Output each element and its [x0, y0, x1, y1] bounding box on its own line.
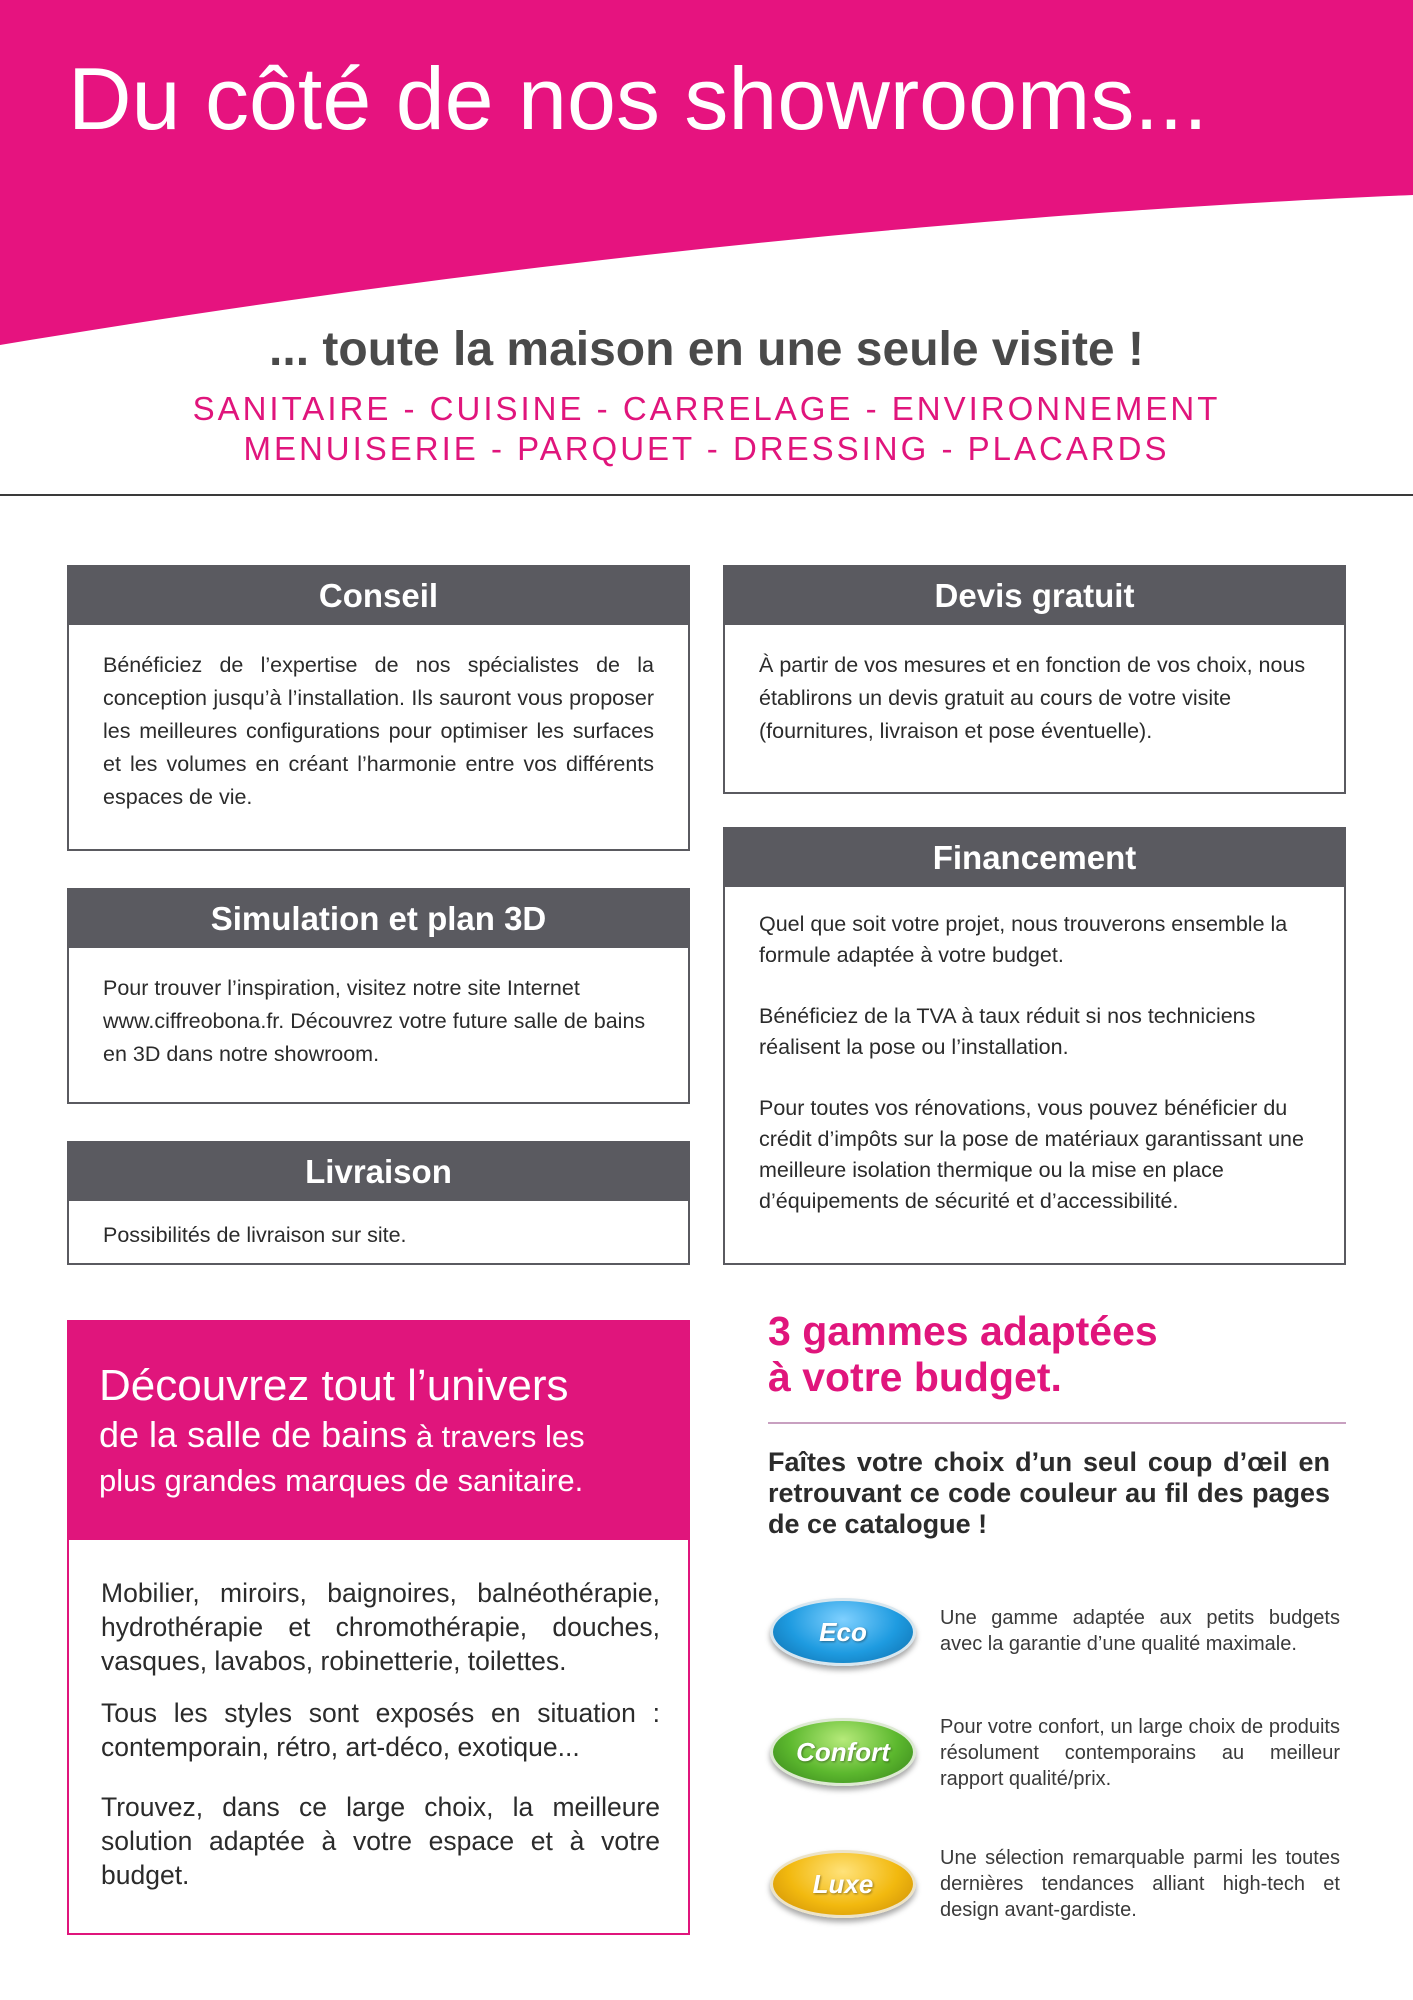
card-conseil-text: Bénéficiez de l’expertise de nos spécialistes de la conception jusqu’à l’installation. Ils sauront vous proposer les meilleures configurations pour optimiser les surfaces et les volumes en créant l’harmonie entre vos différents espaces de vie.: [103, 653, 654, 809]
promo-paragraph: Trouvez, dans ce large choix, la meilleure solution adaptée à votre espace et à votre budget.: [101, 1792, 660, 1890]
card-financement-title: Financement: [725, 829, 1344, 887]
categories-line-1: SANITAIRE - CUISINE - CARRELAGE - ENVIRONNEMENT: [192, 390, 1221, 427]
card-simulation-text: Pour trouver l’inspiration, visitez notre site Internet www.ciffreobona.fr. Découvrez votre future salle de bains en 3D dans notre showroom.: [103, 976, 646, 1066]
section-divider: [0, 494, 1413, 496]
ranges-title: [768, 1308, 1158, 1400]
eco-badge-icon: Eco: [770, 1598, 916, 1666]
page-title: Du côté de nos showrooms...: [68, 49, 1208, 148]
card-devis: [723, 565, 1346, 794]
luxe-badge-icon: Luxe: [770, 1850, 916, 1918]
promo-body: [69, 1540, 688, 1892]
promo-header: [69, 1322, 688, 1540]
financement-paragraph: Pour toutes vos rénovations, vous pouvez bénéficier du crédit d’impôts sur la pose de matériaux garantissant une meilleure isolation thermique ou la mise en place d’équipements de sécurité et d’accessibilité.: [759, 1096, 1304, 1213]
financement-paragraph: Quel que soit votre projet, nous trouverons ensemble la formule adaptée à votre budget.: [759, 912, 1288, 967]
ranges-divider: [768, 1422, 1346, 1424]
bathroom-promo-box: [67, 1320, 690, 1935]
promo-subline-2: plus grandes marques de sanitaire.: [99, 1463, 584, 1498]
card-devis-title: Devis gratuit: [725, 567, 1344, 625]
card-conseil: [67, 565, 690, 851]
promo-subline: [99, 1412, 666, 1460]
ranges-intro: Faîtes votre choix d’un seul coup d’œil en retrouvant ce code couleur au fil des pages de ce catalogue !: [768, 1447, 1330, 1539]
card-simulation-title: Simulation et plan 3D: [69, 890, 688, 948]
promo-subline-strong: de la salle de bains: [99, 1414, 408, 1455]
ranges-title-line-2: à votre budget.: [768, 1354, 1062, 1400]
range-eco-text: Une gamme adaptée aux petits budgets avec la garantie d’une qualité maximale.: [940, 1607, 1340, 1655]
confort-badge-icon: Confort: [770, 1718, 916, 1786]
range-luxe-text: Une sélection remarquable parmi les toutes dernières tendances alliant high-tech et design avant-gardiste.: [940, 1847, 1340, 1921]
card-livraison: [67, 1141, 690, 1265]
card-conseil-title: Conseil: [69, 567, 688, 625]
ranges-title-line-1: 3 gammes adaptées: [768, 1308, 1158, 1354]
promo-paragraph: Mobilier, miroirs, baignoires, balnéothérapie, hydrothérapie et chromothérapie, douches, vasques, lavabos, robinetterie, toilettes.: [101, 1578, 660, 1676]
card-livraison-title: Livraison: [69, 1143, 688, 1201]
financement-paragraph: Bénéficiez de la TVA à taux réduit si nos techniciens réalisent la pose ou l’installation.: [759, 1004, 1256, 1059]
card-devis-text: À partir de vos mesures et en fonction de vos choix, nous établirons un devis gratuit au cours de votre visite (fournitures, livraison et pose éventuelle).: [759, 653, 1306, 743]
promo-headline: Découvrez tout l’univers: [99, 1361, 569, 1410]
promo-subline-rest: à travers les: [407, 1419, 585, 1454]
tagline: ... toute la maison en une seule visite !: [269, 323, 1144, 376]
card-financement: [723, 827, 1346, 1265]
range-confort-text: Pour votre confort, un large choix de produits résolument contemporains au meilleur rapport qualité/prix.: [940, 1716, 1340, 1790]
card-livraison-text: Possibilités de livraison sur site.: [103, 1223, 407, 1247]
card-simulation: [67, 888, 690, 1104]
categories-line-2: MENUISERIE - PARQUET - DRESSING - PLACARDS: [243, 430, 1170, 467]
promo-paragraph: Tous les styles sont exposés en situation : contemporain, rétro, art-déco, exotique...: [101, 1698, 660, 1762]
card-financement-body: [725, 887, 1344, 1217]
